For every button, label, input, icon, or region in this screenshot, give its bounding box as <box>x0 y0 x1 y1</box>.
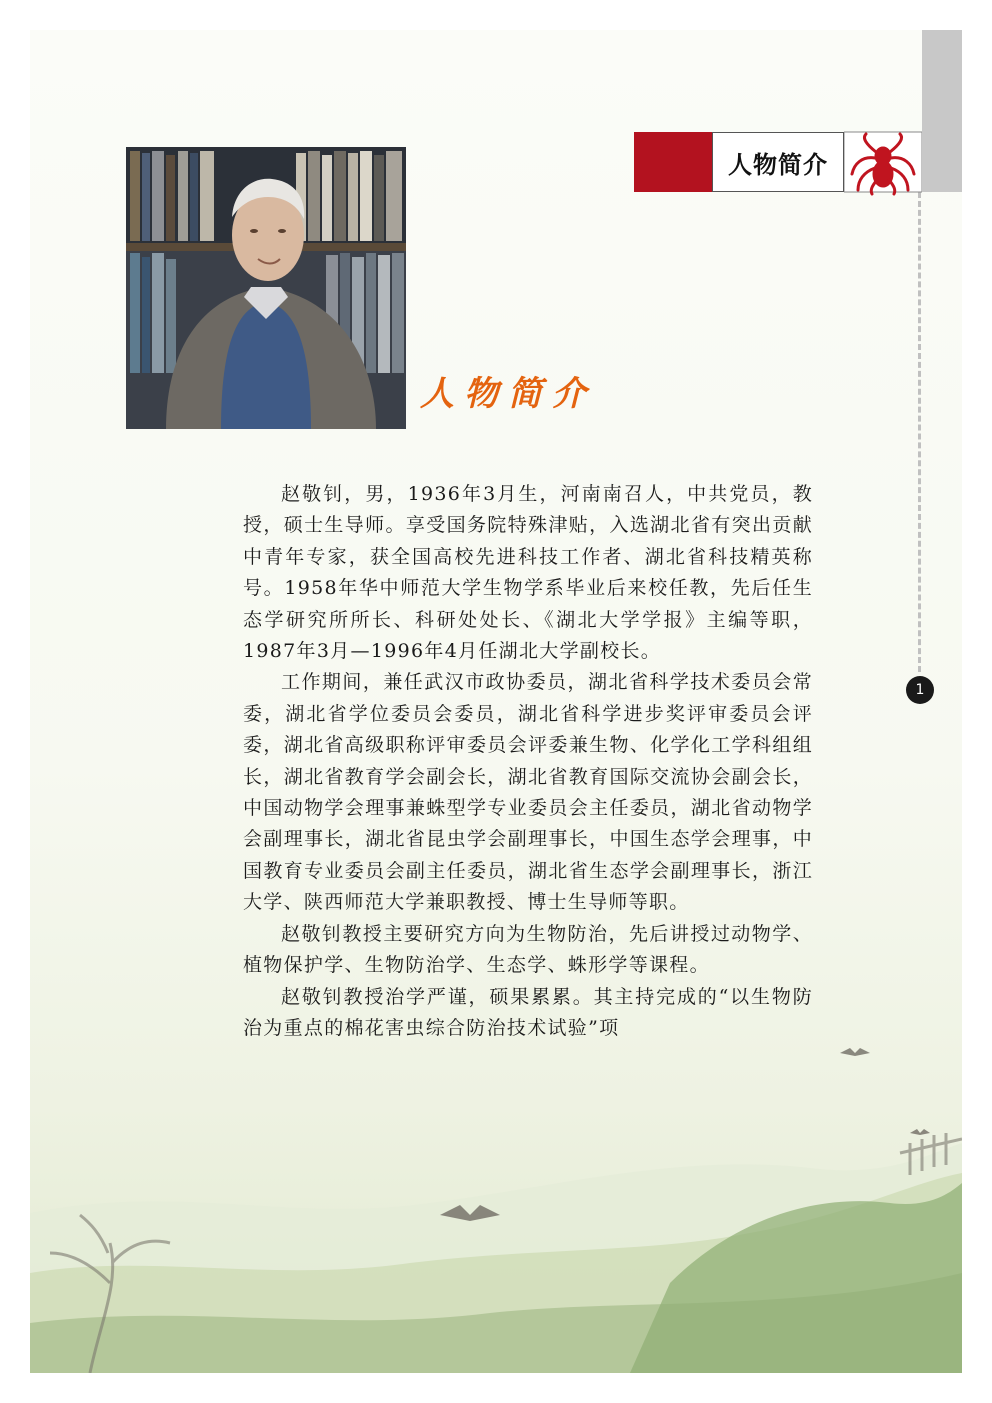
landscape-background <box>30 953 962 1373</box>
paragraph: 赵敬钊教授治学严谨，硕果累累。其主持完成的“以生物防治为重点的棉花害虫综合防治技术试验”项 <box>243 985 813 1039</box>
spider-icon <box>844 128 922 196</box>
dashed-divider <box>918 192 921 672</box>
portrait-photo <box>126 147 406 429</box>
section-title: 人物简介 <box>420 374 596 414</box>
paragraph: 赵敬钊，男，1936年3月生，河南南召人，中共党员，教授，硕士生导师。享受国务院特殊津贴，入选湖北省有突出贡献中青年专家，获全国高校先进科技工作者、湖北省科技精英称号。1958年华中师范大学生物学系毕业后来校任教，先后任生态学研究所所长、科研处处长、《湖北大学学报》主编等职，1987年3月—1996年4月任湖北大学副校长。 <box>243 483 813 663</box>
paragraph: 赵敬钊教授主要研究方向为生物防治，先后讲授过动物学、植物保护学、生物防治学、生态学、蛛形学等课程。 <box>243 922 813 977</box>
paragraph: 工作期间，兼任武汉市政协委员，湖北省科学技术委员会常委，湖北省学位委员会委员，湖北省科学进步奖评审委员会评委，湖北省高级职称评审委员会评委兼生物、化学化工学科组组长，湖北省教育学会副会长，湖北省教育国际交流协会副会长，中国动物学会理事兼蛛型学专业委员会主任委员，湖北省动物学会副理事长，湖北省昆虫学会副理事长，中国生态学会理事，中国教育专业委员会副主任委员，湖北省生态学会副理事长，浙江大学、陕西师范大学兼职教授、博士生导师等职。 <box>243 671 813 914</box>
header-red-block <box>634 132 712 192</box>
header-tab-label: 人物简介 <box>712 132 844 192</box>
header-tab <box>634 132 922 192</box>
side-tab-bar <box>922 30 962 192</box>
page-number: 1 <box>906 676 934 704</box>
page <box>30 30 962 1373</box>
